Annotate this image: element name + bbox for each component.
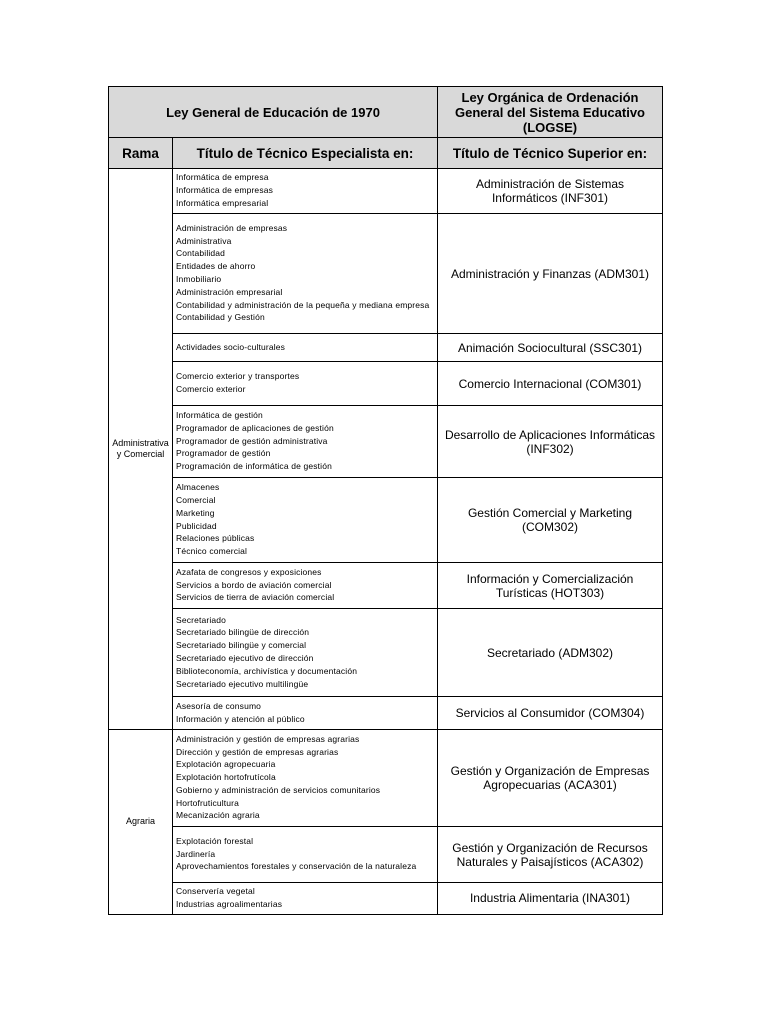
specialist-title: Aprovechamientos forestales y conservación de la naturaleza [176, 861, 417, 872]
specialist-title: Informática de empresas [176, 185, 273, 196]
superior-title-cell: Gestión y Organización de Empresas Agropecuarias (ACA301) [438, 730, 663, 827]
table-row [109, 406, 663, 478]
specialist-titles-cell [173, 609, 438, 697]
specialist-title: Explotación forestal [176, 835, 254, 846]
specialist-title: Biblioteconomía, archivística y documentación [176, 665, 358, 676]
rama-cell: Agraria [109, 730, 173, 915]
superior-title-cell: Industria Alimentaria (INA301) [438, 883, 663, 915]
table-row [109, 563, 663, 609]
table-row [109, 169, 663, 214]
specialist-title: Informática de empresa [176, 172, 269, 183]
specialist-title: Industrias agroalimentarias [176, 898, 283, 909]
specialist-titles-cell [173, 362, 438, 406]
table-row [109, 827, 663, 883]
superior-title-cell: Desarrollo de Aplicaciones Informáticas (INF302) [438, 406, 663, 478]
header-rama: Rama [109, 138, 173, 169]
specialist-titles-cell [173, 169, 438, 214]
specialist-titles-cell [173, 827, 438, 883]
specialist-title: Administración y gestión de empresas agrarias [176, 733, 360, 744]
superior-title-cell: Secretariado (ADM302) [438, 609, 663, 697]
header-tecnico-superior: Título de Técnico Superior en: [438, 138, 663, 169]
specialist-title: Contabilidad y Gestión [176, 312, 265, 323]
specialist-title: Secretariado [176, 614, 226, 625]
header-ley-1970: Ley General de Educación de 1970 [109, 87, 438, 138]
specialist-titles-cell [173, 697, 438, 730]
table-row [109, 362, 663, 406]
specialist-title: Explotación hortofrutícola [176, 772, 276, 783]
specialist-title: Entidades de ahorro [176, 261, 256, 272]
specialist-title: Marketing [176, 507, 215, 518]
specialist-titles-cell [173, 214, 438, 334]
specialist-title: Secretariado bilingüe y comercial [176, 640, 307, 651]
header-logse: Ley Orgánica de Ordenación General del Sistema Educativo (LOGSE) [438, 87, 663, 138]
specialist-title: Relaciones públicas [176, 533, 255, 544]
specialist-title: Secretariado ejecutivo multilingüe [176, 678, 309, 689]
equivalence-table [108, 86, 663, 915]
specialist-title: Programación de informática de gestión [176, 461, 332, 472]
superior-title-cell: Servicios al Consumidor (COM304) [438, 697, 663, 730]
header-row-columns [109, 138, 663, 169]
superior-title-cell: Información y Comercialización Turísticas (HOT303) [438, 563, 663, 609]
specialist-title: Mecanización agraria [176, 810, 260, 821]
specialist-title: Comercial [176, 494, 216, 505]
specialist-title: Secretariado ejecutivo de dirección [176, 653, 314, 663]
superior-title-cell: Gestión y Organización de Recursos Naturales y Paisajísticos (ACA302) [438, 827, 663, 883]
specialist-title: Contabilidad [176, 248, 226, 259]
table-row [109, 730, 663, 827]
specialist-title: Programador de gestión [176, 448, 271, 459]
specialist-title: Informática de gestión [176, 410, 263, 420]
specialist-title: Comercio exterior y transportes [176, 371, 300, 382]
specialist-title: Hortofruticultura [176, 797, 240, 808]
table-row [109, 334, 663, 362]
specialist-titles-cell [173, 334, 438, 362]
superior-title-cell: Comercio Internacional (COM301) [438, 362, 663, 406]
specialist-title: Servicios de tierra de aviación comercial [176, 592, 335, 603]
specialist-title: Programador de aplicaciones de gestión [176, 422, 334, 433]
table-row [109, 478, 663, 563]
specialist-titles-cell [173, 730, 438, 827]
specialist-title: Jardinería [176, 848, 216, 859]
specialist-title: Actividades socio-culturales [176, 341, 286, 352]
specialist-titles-cell [173, 406, 438, 478]
table-row [109, 697, 663, 730]
superior-title-cell: Animación Sociocultural (SSC301) [438, 334, 663, 362]
table-row [109, 214, 663, 334]
superior-title-cell: Administración y Finanzas (ADM301) [438, 214, 663, 334]
header-row-laws [109, 87, 663, 138]
header-tecnico-especialista: Título de Técnico Especialista en: [173, 138, 438, 169]
specialist-title: Comercio exterior [176, 384, 246, 394]
specialist-title: Explotación agropecuaria [176, 759, 276, 770]
specialist-title: Contabilidad y administración de la pequeña y mediana empresa [176, 299, 430, 310]
specialist-title: Asesoría de consumo [176, 700, 262, 711]
superior-title-cell: Gestión Comercial y Marketing (COM302) [438, 478, 663, 563]
specialist-titles-cell [173, 478, 438, 563]
specialist-title: Dirección y gestión de empresas agrarias [176, 746, 339, 757]
specialist-title: Almacenes [176, 482, 220, 493]
specialist-title: Publicidad [176, 520, 217, 531]
specialist-title: Técnico comercial [176, 546, 248, 557]
specialist-titles-cell [173, 883, 438, 915]
specialist-title: Secretariado bilingüe de dirección [176, 627, 310, 638]
specialist-title: Programador de gestión administrativa [176, 435, 328, 446]
specialist-title: Servicios a bordo de aviación comercial [176, 579, 332, 590]
specialist-title: Administración empresarial [176, 286, 283, 297]
specialist-titles-cell [173, 563, 438, 609]
specialist-title: Administrativa [176, 235, 232, 246]
specialist-title: Información y atención al público [176, 713, 305, 724]
specialist-title: Informática empresarial [176, 197, 269, 208]
superior-title-cell: Administración de Sistemas Informáticos (INF301) [438, 169, 663, 214]
specialist-title: Inmobiliario [176, 274, 222, 284]
table-row [109, 883, 663, 915]
specialist-title: Administración de empresas [176, 222, 288, 233]
specialist-title: Azafata de congresos y exposiciones [176, 566, 322, 577]
table-row [109, 609, 663, 697]
specialist-title: Gobierno y administración de servicios comunitarios [176, 784, 381, 795]
specialist-title: Conservería vegetal [176, 886, 255, 896]
rama-cell: Administrativa y Comercial [109, 169, 173, 730]
